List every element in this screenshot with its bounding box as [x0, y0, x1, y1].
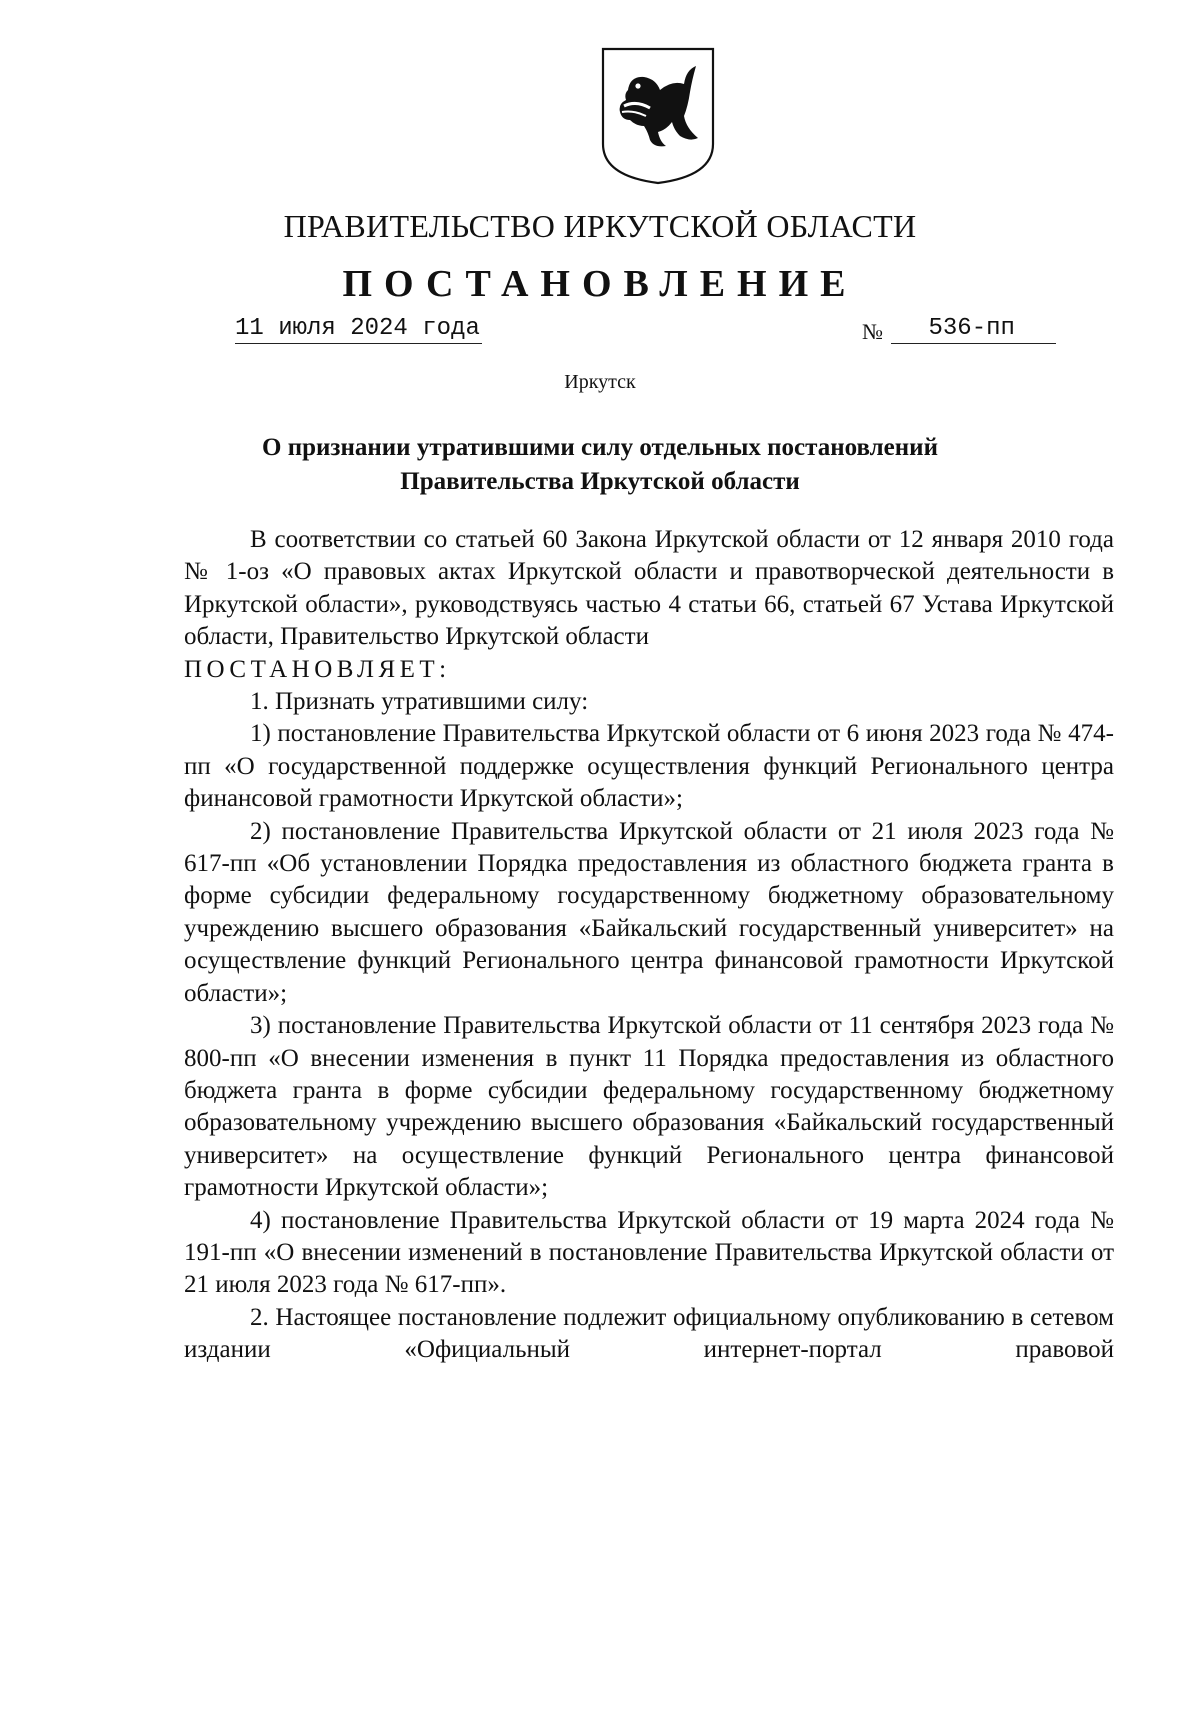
- point-1: 1. Признать утратившими силу:: [250, 688, 589, 716]
- document-type-heading: ПОСТАНОВЛЕНИЕ: [342, 263, 858, 305]
- list-item: 4) постановление Правительства Иркутской области от 19 марта 2024 года № 191-пп «О внесении изменений в постановление Правительства Иркутской области от 21 июля 2023 года № 617-пп».: [184, 1206, 1114, 1299]
- decides-heading: ПОСТАНОВЛЯЕТ:: [184, 655, 451, 683]
- preamble-paragraph: В соответствии со статьей 60 Закона Иркутской области от 12 января 2010 года № 1-оз «О правовых актах Иркутской области и правотворческой деятельности в Иркутской области», руководствуясь частью 4 статьи 66, статьей 67 Устава Иркутской области, Правительство Иркутской области: [184, 526, 1114, 651]
- document-subject: [0, 431, 1200, 499]
- document-body: [184, 524, 1114, 1367]
- document-city: Иркутск: [564, 371, 636, 393]
- document-number-value: 536-пп: [891, 315, 1056, 344]
- irkutsk-coat-of-arms-emblem: [600, 46, 716, 186]
- subject-line-2: Правительства Иркутской области: [400, 468, 800, 495]
- list-item: 1) постановление Правительства Иркутской области от 6 июня 2023 года № 474-пп «О государственной поддержке осуществления функций Регионального центра финансовой грамотности Иркутской области»;: [184, 720, 1114, 813]
- document-number: [862, 315, 1056, 349]
- list-item: 3) постановление Правительства Иркутской области от 11 сентября 2023 года № 800-пп «О внесении изменения в пункт 11 Порядка предоставления из областного бюджета гранта в форме субсидии федеральному государственному бюджетному образовательному учреждению высшего образования «Байкальский государственный университет» на осуществление функций Регионального центра финансовой грамотности Иркутской области»;: [184, 1012, 1114, 1202]
- point-2: 2. Настоящее постановление подлежит официальному опубликованию в сетевом издании «Официальный интернет-портал правовой: [184, 1303, 1114, 1364]
- government-title: ПРАВИТЕЛЬСТВО ИРКУТСКОЙ ОБЛАСТИ: [283, 208, 917, 244]
- number-sign: №: [862, 319, 883, 344]
- list-item: 2) постановление Правительства Иркутской области от 21 июля 2023 года № 617-пп «Об установлении Порядка предоставления из областного бюджета гранта в форме субсидии федеральному государственному бюджетному образовательному учреждению высшего образования «Байкальский государственный университет» на осуществление функций Регионального центра финансовой грамотности Иркутской области»;: [184, 817, 1114, 1007]
- subject-line-1: О признании утратившими силу отдельных постановлений: [262, 434, 938, 461]
- document-date: 11 июля 2024 года: [235, 315, 480, 342]
